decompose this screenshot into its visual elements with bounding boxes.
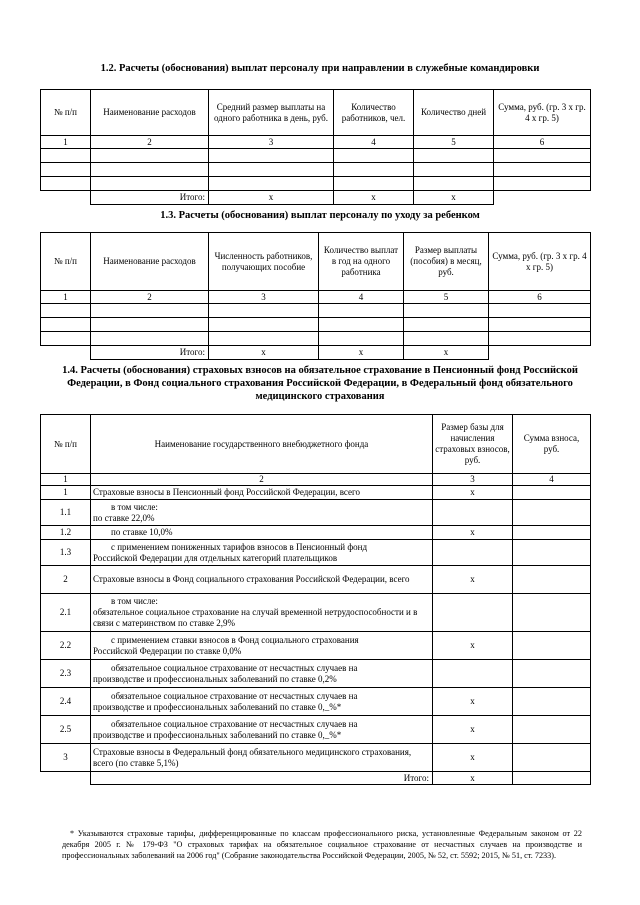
header-cell: Численность работников, получающих пособие [209,233,319,291]
table-row [41,304,591,318]
table-row [41,163,591,177]
row-name-text: производстве и профессиональных заболеваний по ставке 0,_%* [93,701,342,712]
row-name-text: Российской Федерации по ставке 0,0% [93,645,242,656]
row-indent-text: обязательное социальное страхование от несчастных случаев на [111,690,358,701]
row-name [91,716,433,744]
row-base [433,500,513,526]
x-mark: x [209,346,319,360]
table-header-row [41,90,591,136]
column-number: 6 [494,136,591,149]
row-number: 1 [41,486,91,500]
row-indent-text: по ставке 10,0% [111,527,173,537]
column-number: 5 [404,291,489,304]
column-number-row [41,291,591,304]
column-number-row [41,136,591,149]
row-indent-text: с применением ставки взносов в Фонд социального страхования [111,634,359,645]
table-row [41,660,591,688]
column-number: 4 [334,136,414,149]
row-name: Страховые взносы в Федеральный фонд обязательного медицинского страхования, всего (по ставке 5,1%) [91,744,433,772]
row-number: 1.1 [41,500,91,526]
column-number: 5 [414,136,494,149]
row-number: 2.4 [41,688,91,716]
total-row [41,772,591,785]
header-cell: Сумма, руб. (гр. 3 x гр. 4 x гр. 5) [494,90,591,136]
row-base: x [433,566,513,594]
table-header-row [41,233,591,291]
row-indent-text: обязательное социальное страхование от несчастных случаев на [111,718,358,729]
header-cell: Размер выплаты (пособия) в месяц, руб. [404,233,489,291]
header-cell: № п/п [41,90,91,136]
header-cell: Количество дней [414,90,494,136]
x-mark: x [209,191,334,205]
table-row [41,149,591,163]
table-row [41,486,591,500]
header-cell: Наименование государственного внебюджетного фонда [91,415,433,474]
row-name-text: производстве и профессиональных заболеваний по ставке 0,2% [93,673,337,684]
row-name-text: производстве и профессиональных заболеваний по ставке 0,_%* [93,729,342,740]
row-base: x [433,486,513,500]
header-cell: Количество работников, чел. [334,90,414,136]
row-number: 1.3 [41,540,91,566]
row-name [91,632,433,660]
column-number: 3 [433,474,513,486]
section-1-3-table [40,232,591,360]
row-number: 2.5 [41,716,91,744]
row-indent-text: в том числе: [111,501,158,512]
row-name [91,688,433,716]
column-number: 3 [209,291,319,304]
total-label: Итого: [91,191,209,205]
table-row [41,744,591,772]
row-name [91,660,433,688]
table-row [41,688,591,716]
column-number-row [41,474,591,486]
x-mark: x [433,772,513,785]
column-number: 3 [209,136,334,149]
section-1-3-title: 1.3. Расчеты (обоснования) выплат персоналу по уходу за ребенком [160,210,480,221]
x-mark: x [334,191,414,205]
column-number: 1 [41,291,91,304]
column-number: 2 [91,474,433,486]
row-name [91,526,433,540]
column-number: 4 [319,291,404,304]
row-name-text: Российской Федерации для отдельных категорий плательщиков [93,552,338,563]
row-name: Страховые взносы в Фонд социального страхования Российской Федерации, всего [91,566,433,594]
row-name-text: по ставке 22,0% [93,512,155,523]
column-number: 6 [489,291,591,304]
total-label: Итого: [91,346,209,360]
header-cell: Наименование расходов [91,90,209,136]
column-number: 2 [91,136,209,149]
row-indent-text: с применением пониженных тарифов взносов в Пенсионный фонд [111,541,368,552]
x-mark: x [404,346,489,360]
table-row [41,566,591,594]
header-cell: № п/п [41,233,91,291]
row-base: x [433,716,513,744]
row-base [433,540,513,566]
total-row [41,346,591,360]
table-row [41,500,591,526]
table-row [41,540,591,566]
row-base: x [433,688,513,716]
header-cell: № п/п [41,415,91,474]
table-row [41,716,591,744]
table-header-row [41,415,591,474]
column-number: 1 [41,136,91,149]
row-base: x [433,744,513,772]
row-base [433,660,513,688]
row-base [433,594,513,632]
row-number: 2 [41,566,91,594]
row-number: 2.1 [41,594,91,632]
total-label: Итого: [91,772,433,785]
table-row [41,177,591,191]
row-name [91,594,433,632]
footnote: * Указываются страховые тарифы, дифференцированные по классам профессионального риска, установленные Федеральным законом от 22 декабря 2005 г. № 179-ФЗ "О страховых тарифах на обязательное социальное страхование от несчастных случаев на производстве и профессиональных заболеваний на 2006 год" (Собрание законодательства Российской Федерации, 2005, № 52, ст. 5592; 2015, № 51, ст. 7233). [62,829,582,860]
table-row [41,594,591,632]
column-number: 4 [513,474,591,486]
row-name-text: обязательное социальное страхование на случай временной нетрудоспособности и в связи с материнством по ставке 2,9% [93,607,418,628]
row-base: x [433,526,513,540]
column-number: 2 [91,291,209,304]
row-number: 3 [41,744,91,772]
row-number: 2.2 [41,632,91,660]
section-1-2-title: 1.2. Расчеты (обоснования) выплат персоналу при направлении в служебные командировки [100,63,540,74]
table-row [41,632,591,660]
x-mark: x [414,191,494,205]
section-1-2-table [40,89,591,205]
row-name: Страховые взносы в Пенсионный фонд Российской Федерации, всего [91,486,433,500]
header-cell: Наименование расходов [91,233,209,291]
x-mark: x [319,346,404,360]
row-number: 2.3 [41,660,91,688]
table-row [41,526,591,540]
total-row [41,191,591,205]
row-base: x [433,632,513,660]
row-indent-text: в том числе: [111,596,158,606]
row-name [91,500,433,526]
table-row [41,318,591,332]
header-cell: Сумма взноса, руб. [513,415,591,474]
header-cell: Средний размер выплаты на одного работника в день, руб. [209,90,334,136]
table-row [41,332,591,346]
section-1-4-table [40,414,591,785]
header-cell: Количество выплат в год на одного работника [319,233,404,291]
row-name [91,540,433,566]
header-cell: Сумма, руб. (гр. 3 x гр. 4 x гр. 5) [489,233,591,291]
row-indent-text: обязательное социальное страхование от несчастных случаев на [111,662,358,673]
header-cell: Размер базы для начисления страховых взносов, руб. [433,415,513,474]
column-number: 1 [41,474,91,486]
section-1-4-title: 1.4. Расчеты (обоснования) страховых взносов на обязательное страхование в Пенсионный фонд Российской Федерации, в Фонд социального страхования Российской Федерации, в Федеральный фонд обязательного медицинского страхования [62,365,578,402]
row-number: 1.2 [41,526,91,540]
